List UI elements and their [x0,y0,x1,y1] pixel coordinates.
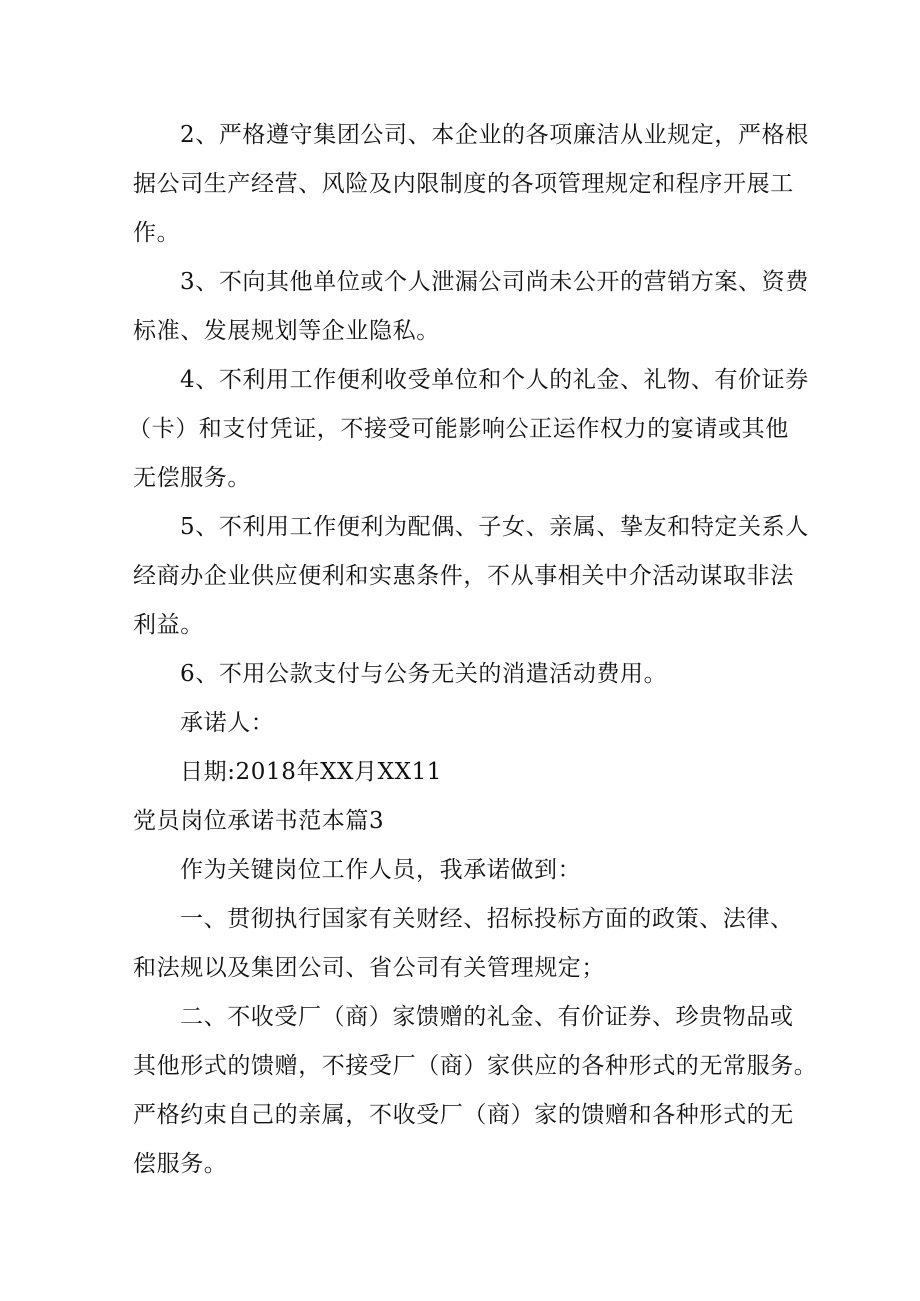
paragraph-2-line-2: 据公司生产经营、风险及内限制度的各项管理规定和程序开展工 [133,171,794,197]
item-2-line-2: 其他形式的馈赠，不接受厂（商）家供应的各种形式的无常服务。 [133,1053,818,1079]
paragraph-2-line-3: 作。 [133,220,181,246]
intro-line: 作为关键岗位工作人员，我承诺做到： [180,857,582,883]
paragraph-3-line-2: 标准、发展规划等企业隐私。 [133,318,440,344]
paragraph-4-line-1: 4、不利用工作便利收受单位和个人的礼金、礼物、有价证券 [180,367,809,393]
signer-label: 承诺人： [180,710,275,736]
item-2-line-3: 严格约束自己的亲属，不收受厂（商）家的馈赠和各种形式的无 [133,1102,794,1128]
paragraph-4-line-3: 无偿服务。 [133,465,251,491]
item-1-line-1: 一、贯彻执行国家有关财经、招标投标方面的政策、法律、 [180,906,794,932]
paragraph-4-line-2: （卡）和支付凭证，不接受可能影响公正运作权力的宴请或其他 [128,416,789,442]
paragraph-5-line-2: 经商办企业供应便利和实惠条件，不从事相关中介活动谋取非法 [133,563,794,589]
paragraph-2-line-1: 2、严格遵守集团公司、本企业的各项廉洁从业规定，严格根 [180,122,809,148]
section-title: 党员岗位承诺书范本篇3 [133,808,385,834]
paragraph-5-line-1: 5、不利用工作便利为配偶、子女、亲属、挚友和特定关系人 [180,514,809,540]
item-2-line-1: 二、不收受厂（商）家馈赠的礼金、有价证券、珍贵物品或 [180,1004,794,1030]
item-2-line-4: 偿服务。 [133,1151,228,1177]
paragraph-5-line-3: 利益。 [133,612,204,638]
item-1-line-2: 和法规以及集团公司、省公司有关管理规定； [133,955,605,981]
paragraph-3-line-1: 3、不向其他单位或个人泄漏公司尚未公开的营销方案、资费 [180,269,809,295]
paragraph-6: 6、不用公款支付与公务无关的消遣活动费用。 [180,661,668,687]
date-line: 日期:2018年XX月XX11 [180,759,443,785]
